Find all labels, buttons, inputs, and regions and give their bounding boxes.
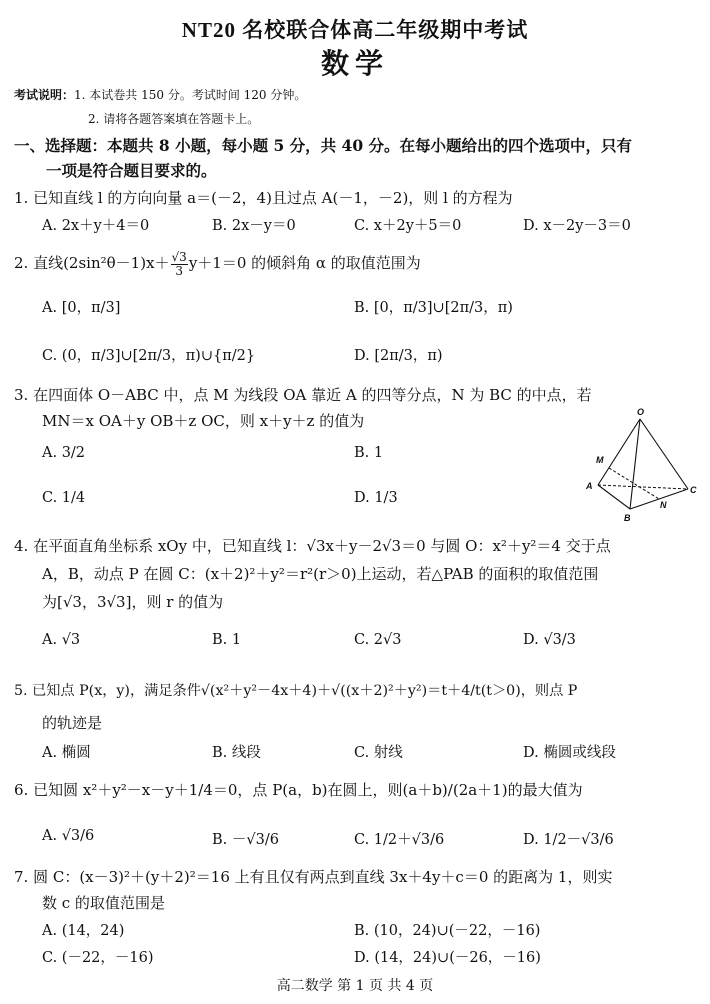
q1-option-a: A. 2x＋y＋4＝0 [42,218,150,234]
q4-line1: 4. 在平面直角坐标系 xOy 中，已知直线 l：√3x＋y－2√3＝0 与圆 O：x²＋y²＝4 交于点 [14,537,611,555]
note-item-1: 1. 本试卷共 150 分。考试时间 120 分钟。 [74,88,307,102]
edge-AB [598,485,630,509]
q3-tetrahedron-figure [582,405,700,525]
q4-option-d: D. √3/3 [523,632,576,648]
label-M: M [596,455,604,465]
q1-option-b: B. 2x－y＝0 [212,218,296,234]
q7-line1: 7. 圆 C：(x－3)²＋(y＋2)²＝16 上有且仅有两点到直线 3x＋4y＋c＝0 的距离为 1，则实 [14,868,613,886]
q3-option-c: C. 1/4 [42,490,86,506]
q1-stem: 1. 已知直线 l 的方向向量 a＝(－2，4)且过点 A(－1，－2)，则 l 的方程为 [14,189,513,207]
q6-line1: 6. 已知圆 x²＋y²－x－y＋1/4＝0，点 P(a，b)在圆上，则(a＋b)/(2a＋1)的最大值为 [14,781,583,799]
q3-option-d: D. 1/3 [354,490,398,506]
q2-option-d: D. [2π/3，π) [354,348,443,364]
q5-option-a: A. 椭圆 [42,745,91,761]
q6-option-d: D. 1/2－√3/6 [523,832,614,848]
section-header-line2: 一项是符合题目要求的。 [46,161,217,180]
q3-line2: MN＝x OA＋y OB＋z OC，则 x＋y＋z 的值为 [42,412,365,430]
q3-line1: 3. 在四面体 O－ABC 中，点 M 为线段 OA 靠近 A 的四等分点，N 为 BC 的中点，若 [14,386,592,404]
q2-stem: 2. 直线(2sin²θ－1)x＋ $\frac{√3}{3}$ y＋1＝0 的倾斜角 α 的取值范围为 [14,250,421,278]
q5-option-c: C. 射线 [354,745,403,761]
q7-option-d: D. (14，24)∪(－26，－16) [354,950,541,966]
q5-option-d: D. 椭圆或线段 [523,745,616,761]
q3-option-b: B. 1 [354,445,384,461]
q7-line2: 数 c 的取值范围是 [42,894,165,912]
q6-option-c: C. 1/2＋√3/6 [354,832,445,848]
q4-line2: A，B，动点 P 在圆 C：(x＋2)²＋y²＝r²(r＞0)上运动，若△PAB 的面积的取值范围 [42,565,599,583]
q2-option-c: C. (0，π/3]∪[2π/3，π)∪{π/2} [42,348,256,364]
q5-line2: 的轨迹是 [42,714,103,732]
subject-title: 数学 [320,47,389,80]
section-header-line1: 一、选择题：本题共 8 小题，每小题 5 分，共 40 分。在每小题给出的四个选项中，只有 [14,136,633,155]
label-A: A [586,481,593,491]
notes-label: 考试说明： [14,88,75,102]
exam-title: NT20 名校联合体高二年级期中考试 [181,18,529,42]
q1-option-c: C. x＋2y＋5＝0 [354,218,462,234]
q6-option-a: A. √3/6 [42,828,95,844]
edge-OC [640,419,688,489]
label-N: N [660,500,667,510]
q2-option-b: B. [0，π/3]∪[2π/3，π) [354,300,513,316]
q4-option-c: C. 2√3 [354,632,402,648]
note-item-2: 2. 请将各题答案填在答题卡上。 [88,112,260,126]
q7-option-c: C. (－22，－16) [42,950,154,966]
exam-notes [14,86,306,103]
q5-line1: 5. 已知点 P(x，y)，满足条件√(x²＋y²－4x＋4)＋√((x＋2)²＋y²)＝t＋4/t(t＞0)，则点 P [14,683,578,699]
q4-option-a: A. √3 [42,632,81,648]
label-O: O [637,407,645,417]
label-B: B [624,513,631,523]
label-C: C [690,485,697,495]
q1-option-d: D. x－2y－3＝0 [523,218,631,234]
q3-option-a: A. 3/2 [42,445,86,461]
q5-option-b: B. 线段 [212,745,261,761]
q4-line3: 为[√3，3√3]，则 r 的值为 [42,593,224,611]
edge-AC-hidden [598,485,688,489]
page-footer: 高二数学 第 1 页 共 4 页 [276,978,434,994]
q2-stem-pre: 2. 直线(2sin²θ－1)x＋ [14,254,170,273]
q2-option-a: A. [0，π/3] [42,300,121,316]
q2-stem-post: y＋1＝0 的倾斜角 α 的取值范围为 [188,254,421,273]
q4-option-b: B. 1 [212,632,242,648]
q7-option-a: A. (14，24) [42,923,125,939]
q6-option-b: B. －√3/6 [212,832,279,848]
q7-option-b: B. (10，24)∪(－22，－16) [354,923,541,939]
